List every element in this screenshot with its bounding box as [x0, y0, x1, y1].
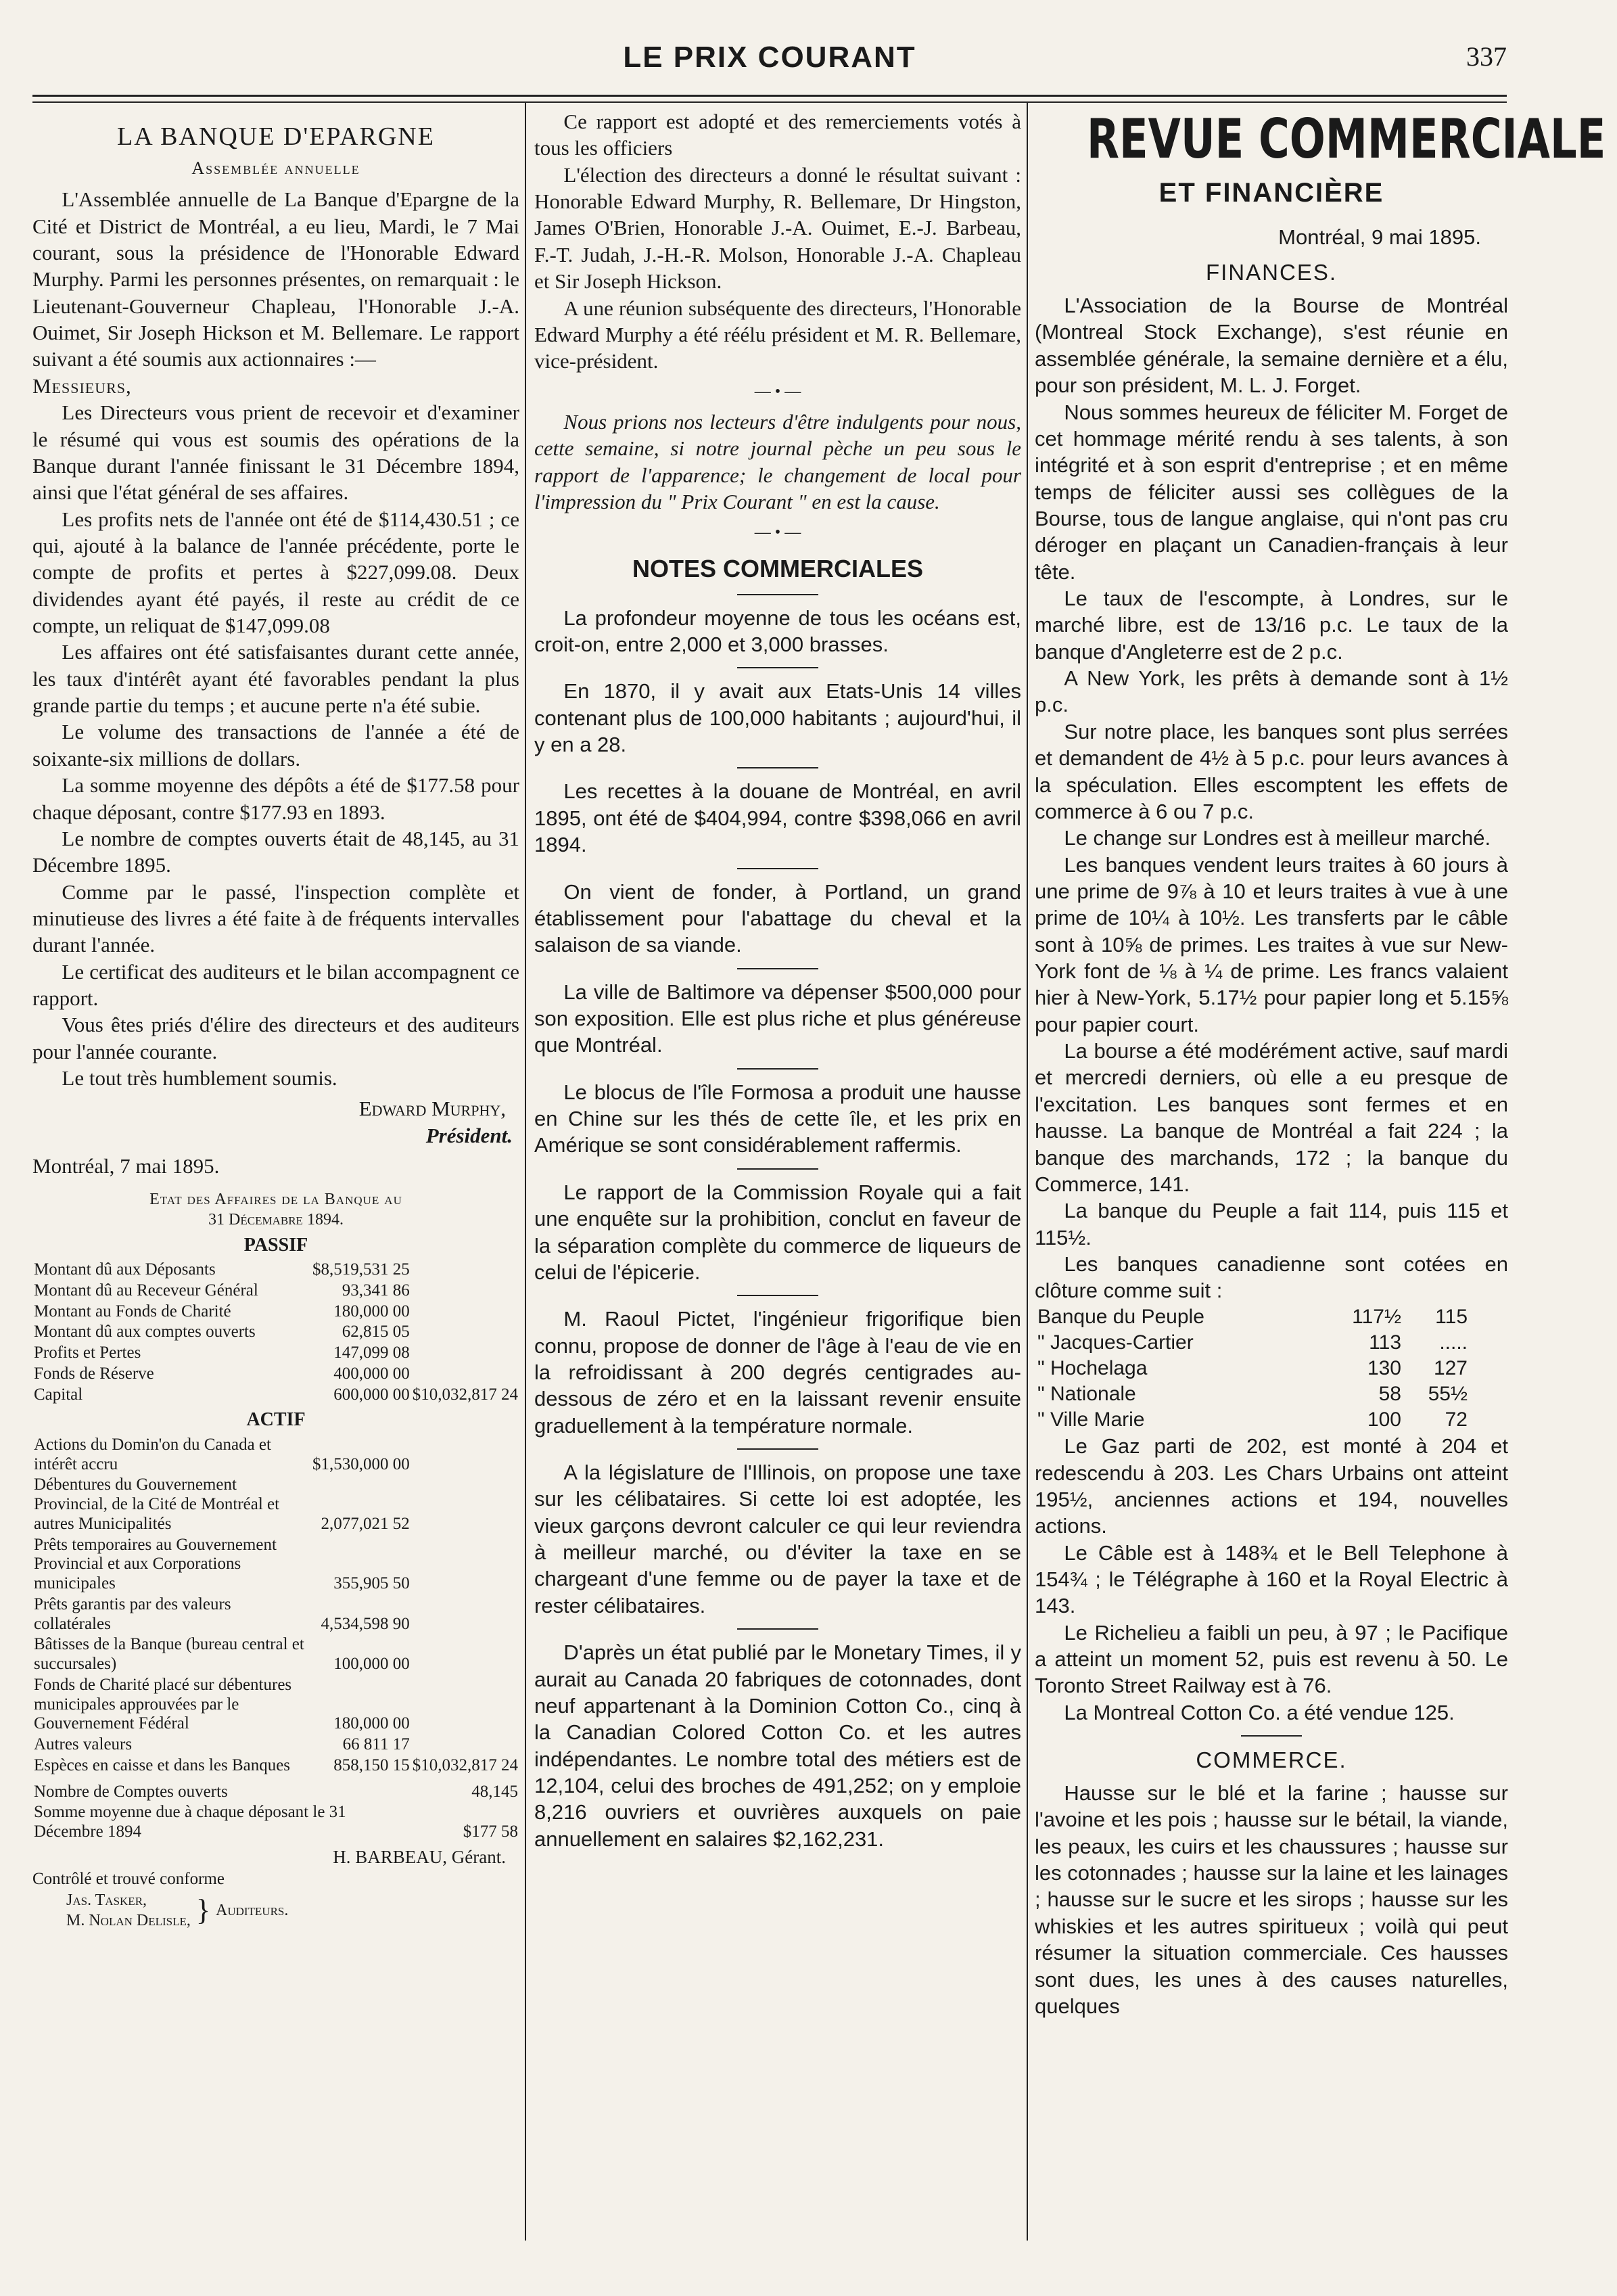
paragraph: Nous sommes heureux de féliciter M. Forget de cet hommage mérité rendu à ses talents, à son intégrité et à son esprit d'entreprise ; et en même temps de féliciter aussi ses collègues de la Bourse, tous de langue anglaise, qui n'ont pas cru déroger en plaçant un Canadien-français à leur tête.: [1035, 400, 1508, 584]
paragraph: Le Câble est à 148¾ et le Bell Telephone à 154¾ ; le Télégraphe à 160 et la Royal Electric à 143.: [1035, 1540, 1508, 1618]
notice: Nous prions nos lecteurs d'être indulgents pour nous, cette semaine, si notre journal pèche un peu sous le rapport de l'apparence; le changement de local pour l'impression du " Prix Courant " en est la cause.: [534, 410, 1021, 514]
page-number: 337: [1466, 41, 1507, 72]
summary-table: [32, 1782, 519, 1843]
table-row: [32, 1281, 519, 1302]
table-cell-v1: 100,000 00: [333, 1655, 410, 1674]
paragraph: La banque du Peuple a fait 114, puis 115 et 115½.: [1035, 1199, 1508, 1249]
table-row: [32, 1364, 519, 1385]
paragraph: Les Directeurs vous prient de recevoir et d'examiner le résumé qui vous est soumis des opérations de la Banque durant l'année finissant le 31 Décembre 1894, ainsi que l'état général de ses affaires.: [32, 400, 519, 505]
separator: [737, 1168, 818, 1170]
quote-name: " Jacques-Cartier: [1037, 1331, 1194, 1354]
moyenne-value: $177 58: [463, 1822, 518, 1841]
table-cell-label: Fonds de Réserve: [34, 1364, 154, 1383]
table-row: [32, 1594, 519, 1635]
table-row: [32, 1260, 519, 1281]
separator: — • —: [754, 523, 801, 541]
table-cell-label: Montant dû au Receveur Général: [34, 1281, 258, 1300]
table-cell-v2: [411, 1675, 519, 1735]
table-row: [1035, 1407, 1470, 1433]
paragraph: Comme par le passé, l'inspection complète et minutieuse des livres a été faite à de fréquents intervalles durant l'année.: [32, 879, 519, 957]
paragraph: Le Richelieu a faibli un peu, à 97 ; le Pacifique a atteint un moment 52, puis est revenu à 50. Le Toronto Street Railway est à 76.: [1035, 1620, 1508, 1698]
table-row: [32, 1385, 519, 1406]
controle: Contrôlé et trouvé conforme: [32, 1870, 225, 1889]
table-cell-label: Débentures du Gouvernement Provincial, de la Cité de Montréal et autres Municipalités: [34, 1475, 280, 1533]
table-cell-v1: 355,905 50: [333, 1574, 410, 1593]
paragraph: Vous êtes priés d'élire des directeurs et des auditeurs pour l'année courante.: [32, 1013, 519, 1063]
paragraph: A New York, les prêts à demande sont à 1½ p.c.: [1035, 666, 1508, 717]
newspaper-title: LE PRIX COURANT: [623, 41, 916, 74]
separator: [1241, 1735, 1302, 1737]
table-cell-label: Profits et Pertes: [34, 1344, 141, 1362]
paragraph: L'élection des directeurs a donné le résultat suivant : Honorable Edward Murphy, R. Bellemare, Dr Hingston, James O'Brien, Honorable J.-A. Ouimet, E.-J. Barbeau, F.-T. Judah, J.-H.-R. Molson, Honorable J.-A. Chapleau et Sir Joseph Hickson.: [534, 162, 1021, 294]
passif-table: [32, 1260, 519, 1405]
table-row: [1035, 1356, 1470, 1381]
paragraph: La somme moyenne des dépôts a été de $177.58 pour chaque déposant, contre $177.93 en 1893.: [32, 773, 519, 824]
quote-name: Banque du Peuple: [1037, 1305, 1204, 1328]
quote-b: 72: [1445, 1408, 1468, 1431]
quote-name: " Hochelaga: [1037, 1356, 1148, 1379]
quote-a: 100: [1367, 1408, 1401, 1431]
passif-heading: PASSIF: [243, 1234, 308, 1256]
quote-b: .....: [1439, 1331, 1468, 1354]
paragraph: Le change sur Londres est à meilleur marché.: [1064, 826, 1491, 850]
separator: [737, 667, 818, 668]
page-header: [32, 41, 1507, 95]
note-item: La ville de Baltimore va dépenser $500,000 pour son exposition. Elle est plus riche et plus généreuse que Montréal.: [534, 980, 1021, 1057]
paragraph: L'Assemblée annuelle de La Banque d'Epargne de la Cité et District de Montréal, a eu lieu, Mardi, le 7 Mai courant, sous la présidence de l'Honorable Edward Murphy. Parmi les personnes présentes, on remarquait : le Lieutenant-Gouverneur Chapleau, l'Honorable J.-A. Ouimet, Sir Joseph Hickson et M. Bellemare. Le rapport suivant a été soumis aux actionnaires :—: [32, 187, 519, 371]
table-cell-label: Montant dû aux comptes ouverts: [34, 1323, 256, 1341]
note-item: Le rapport de la Commission Royale qui a fait une enquête sur la prohibition, conclut en faveur de la séparation complète du commerce de liqueurs de celui de l'épicerie.: [534, 1180, 1021, 1284]
table-cell-v2: [411, 1302, 519, 1323]
note-item: En 1870, il y avait aux Etats-Unis 14 villes contenant plus de 100,000 habitants ; aujourd'hui, il y en a 28.: [534, 679, 1021, 757]
table-cell-v1: 4,534,598 90: [321, 1614, 410, 1633]
table-cell-label: Fonds de Charité placé sur débentures municipales approuvées par le Gouvernement Fédéral: [34, 1675, 292, 1733]
table-cell-label: Actions du Domin'on du Canada et intérêt accru: [34, 1435, 271, 1473]
separator: — • —: [754, 382, 801, 400]
table-cell-label: Montant dû aux Déposants: [34, 1260, 216, 1279]
table-row: [32, 1735, 519, 1755]
table-cell-v2: $10,032,817 24: [412, 1385, 518, 1404]
report-date: Montréal, 7 mai 1895.: [32, 1154, 220, 1178]
paragraph: Le nombre de comptes ouverts était de 48,145, au 31 Décembre 1895.: [32, 826, 519, 877]
table-cell-v1: 600,000 00: [333, 1385, 410, 1404]
table-cell-v1: 62,815 05: [342, 1323, 410, 1341]
column-2: [534, 108, 1021, 1852]
table-cell-v2: [411, 1260, 519, 1281]
table-cell-v1: $1,530,000 00: [312, 1454, 410, 1473]
finances-list: [1035, 292, 1508, 1304]
table-cell-label: Prêts garantis par des valeurs collatérales: [34, 1594, 231, 1633]
table-row: [32, 1322, 519, 1343]
paragraph: Les affaires ont été satisfaisantes durant cette année, les taux d'intérêt ayant été favorables pendant la plus grande partie du temps ; et aucune perte n'a été subie.: [32, 640, 519, 718]
table-cell-v2: [411, 1735, 519, 1755]
table-row: [32, 1675, 519, 1735]
table-cell-v2: [411, 1535, 519, 1594]
separator: [737, 1295, 818, 1296]
table-cell-v1: 2,077,021 52: [321, 1514, 410, 1533]
separator: [737, 1068, 818, 1070]
table-row: [32, 1535, 519, 1594]
quote-name: " Ville Marie: [1037, 1408, 1145, 1431]
separator: [737, 594, 818, 595]
quote-b: 115: [1435, 1305, 1468, 1328]
table-cell-label: Montant au Fonds de Charité: [34, 1302, 231, 1321]
table-row: [1035, 1381, 1470, 1407]
table-row: [1035, 1304, 1470, 1330]
comptes-label: Nombre de Comptes ouverts: [34, 1782, 228, 1801]
table-cell-v1: 858,150 15: [333, 1755, 410, 1774]
table-cell-v1: 180,000 00: [333, 1714, 410, 1733]
paragraph: Le certificat des auditeurs et le bilan accompagnent ce rapport.: [32, 959, 519, 1011]
note-item: A la législature de l'Illinois, on propose une taxe sur les célibataires. Si cette loi est adoptée, les vieux garçons devront calculer ce qui leur reviendra à meilleur marché, ou d'éviter la taxe en se chargeant d'une femme ou de payer la taxe et de rester célibataires.: [534, 1461, 1021, 1617]
paragraph: Ce rapport est adopté et des remerciements votés à tous les officiers: [534, 110, 1021, 160]
table-cell-label: Prêts temporaires au Gouvernement Provincial et aux Corporations municipales: [34, 1535, 277, 1593]
table-cell-label: Autres valeurs: [34, 1735, 133, 1754]
paragraph: Le Gaz parti de 202, est monté à 204 et redescendu à 203. Les Chars Urbains ont atteint 195½, anciennes actions et 194, nouvelles actions.: [1035, 1434, 1508, 1538]
note-item: Le blocus de l'île Formosa a produit une hausse en Chine sur les thés de cette île, et les prix en Amérique se sont considérablement raffermis.: [534, 1080, 1021, 1157]
table-cell-v2: [411, 1281, 519, 1302]
signer: Edward Murphy,: [358, 1097, 506, 1121]
table-cell-v1: 400,000 00: [333, 1364, 410, 1383]
salutation: Messieurs,: [32, 373, 132, 398]
moyenne-label: Somme moyenne due à chaque déposant le 31 Décembre 1894: [34, 1803, 346, 1841]
table-row: [32, 1802, 519, 1843]
column-divider-1: [525, 103, 526, 2241]
table-cell-v2: [411, 1475, 519, 1534]
paragraph: Les banques canadienne sont cotées en clôture comme suit :: [1035, 1252, 1508, 1303]
table-row: [32, 1343, 519, 1364]
paragraph: Sur notre place, les banques sont plus serrées et demandent de 4½ à 5 p.c. pour leurs avances à la spéculation. Elles escomptent les effets de commerce à 6 ou 7 p.c.: [1035, 719, 1508, 823]
table-cell-label: Bâtisses de la Banque (bureau central et succursales): [34, 1635, 304, 1674]
separator: [737, 767, 818, 768]
article-heading: LA BANQUE D'EPARGNE: [117, 122, 435, 151]
quote-a: 113: [1369, 1331, 1401, 1354]
quote-a: 58: [1378, 1383, 1401, 1405]
auditors-label: Auditeurs.: [216, 1902, 289, 1920]
paragraph: Les banques vendent leurs traites à 60 jours à une prime de 9⅞ à 10 et leurs traites à vue à une prime de 10¼ à 10½. Les transferts par le câble sont à 10⅝ de primes. Les traites à vue sur New-York font de ⅛ à ¼ de prime. Les francs valaient hier à New-York, 5.17½ pour papier long et 5.15⅝ pour papier court.: [1035, 852, 1508, 1036]
revue-masthead: REVUE COMMERCIALE: [1087, 108, 1606, 170]
revue-subtitle: ET FINANCIÈRE: [1158, 178, 1384, 208]
separator: [737, 1448, 818, 1450]
table-cell-v1: 93,341 86: [342, 1281, 410, 1300]
signer-title: Président.: [425, 1123, 513, 1147]
table-cell-v2: [411, 1594, 519, 1635]
header-rule-2: [32, 101, 1507, 103]
column-3: [1035, 108, 1606, 2019]
table-cell-label: Espèces en caisse et dans les Banques: [34, 1755, 291, 1774]
note-item: La profondeur moyenne de tous les océans est, croit-on, entre 2,000 et 3,000 brasses.: [534, 605, 1021, 657]
paragraph: Les profits nets de l'année ont été de $114,430.51 ; ce qui, ajouté à la balance de l'année précédente, porte le compte de profits et pertes à $227,099.08. Deux dividendes ayant été payés, il reste au crédit de ce compte, un reliquat de $147,099.08: [32, 507, 519, 638]
bank-quotes-table: [1035, 1304, 1470, 1433]
table-row: [32, 1302, 519, 1323]
note-item: D'après un état publié par le Monetary Times, il y aurait au Canada 20 fabriques de cotonnades, dont neuf appartenant à la Dominion Cotton Co., cinq à la Canadian Colored Cotton Co. et les autres indépendantes. Le nombre total des métiers est de 12,104, celui des broches de 491,252; on y emploie 8,216 ouvriers et ouvrières auxquels on paie annuellement en salaires $2,162,231.: [534, 1640, 1021, 1851]
auditor-1: Jas. Tasker,: [66, 1891, 147, 1909]
table-cell-v1: 66 811 17: [342, 1735, 410, 1754]
quote-name: " Nationale: [1037, 1383, 1136, 1405]
paragraph: La Montreal Cotton Co. a été vendue 125.: [1064, 1700, 1455, 1724]
table-cell-v1: 180,000 00: [333, 1302, 410, 1321]
finances-list-2: [1035, 1433, 1508, 1726]
paragraph: Hausse sur le blé et la farine ; hausse sur l'avoine et les pois ; hausse sur le bétail, la viande, les peaux, les cuirs et les chaussures ; hausse sur les cotonnades ; hausse sur la laine et les lainages ; hausse sur le sucre et les sirops ; hausse sur les whiskies et les autres spiritueux ; voilà qui peut résumer la situation commerciale. Ces hausses sont dues, les unes à des causes naturelles, quelques: [1035, 1781, 1508, 2018]
actif-table: [32, 1435, 519, 1776]
article-subheading: Assemblée annuelle: [191, 158, 360, 179]
table-cell-v2: [411, 1322, 519, 1343]
note-item: On vient de fonder, à Portland, un grand établissement pour l'abattage du cheval et la salaison de sa viande.: [534, 879, 1021, 957]
commerce-heading: COMMERCE.: [1196, 1747, 1347, 1773]
table-title-date: 31 Décemabre 1894.: [208, 1211, 344, 1229]
dateline: Montréal, 9 mai 1895.: [1278, 225, 1481, 249]
quote-b: 127: [1433, 1356, 1468, 1379]
table-cell-v2: [411, 1634, 519, 1675]
quote-a: 130: [1367, 1356, 1401, 1379]
notes-heading: NOTES COMMERCIALES: [632, 554, 923, 582]
table-row: [32, 1634, 519, 1675]
separator: [737, 868, 818, 869]
paragraph: La bourse a été modérément active, sauf mardi et mercredi derniers, où elle a eu presque de l'excitation. Les banques sont fermes et en hausse. La banque de Montréal a fait 224 ; la banque des marchands, 172 ; la banque du Commerce, 141.: [1035, 1039, 1508, 1196]
separator: [737, 1628, 818, 1630]
notes-list: [534, 605, 1021, 1852]
paragraph: Le volume des transactions de l'année a été de soixante-six millions de dollars.: [32, 720, 519, 771]
auditor-2: M. Nolan Delisle,: [66, 1912, 191, 1930]
header-rule: [32, 95, 1507, 97]
paragraph: Le tout très humblement soumis.: [62, 1066, 337, 1090]
separator: [737, 968, 818, 969]
comptes-value: 48,145: [471, 1782, 518, 1801]
table-row: [32, 1475, 519, 1534]
table-title: Etat des Affaires de la Banque au: [149, 1190, 402, 1208]
paragraph: Le taux de l'escompte, à Londres, sur le marché libre, est de 13/16 p.c. Le taux de la banque d'Angleterre est de 2 p.c.: [1035, 587, 1508, 664]
table-cell-v2: [411, 1364, 519, 1385]
quote-b: 55½: [1428, 1383, 1468, 1405]
table-cell-v2: [411, 1343, 519, 1364]
auditors: Jas. Tasker, M. Nolan Delisle, } Auditeurs.: [66, 1890, 519, 1931]
paragraph: A une réunion subséquente des directeurs, l'Honorable Edward Murphy a été réélu président et M. R. Bellemare, vice-président.: [534, 296, 1021, 373]
table-row: [1035, 1330, 1470, 1356]
note-item: M. Raoul Pictet, l'ingénieur frigorifique bien connu, propose de donner de l'âge à l'eau de vie en la refroidissant à 200 degrés centigrades au-dessous de zéro et en la laissant revenir ensuite graduellement à la température normale.: [534, 1307, 1021, 1438]
note-item: Les recettes à la douane de Montréal, en avril 1895, ont été de $404,994, contre $398,066 en avril 1894.: [534, 779, 1021, 857]
table-row: [32, 1435, 519, 1475]
column-divider-2: [1027, 103, 1028, 2241]
table-cell-v1: 147,099 08: [333, 1344, 410, 1362]
table-cell-label: Capital: [34, 1385, 83, 1404]
quote-a: 117½: [1352, 1305, 1401, 1328]
table-row: [32, 1782, 519, 1803]
table-cell-v2: $10,032,817 24: [412, 1755, 518, 1774]
gerant: H. BARBEAU, Gérant.: [333, 1846, 506, 1867]
paragraph: L'Association de la Bourse de Montréal (Montreal Stock Exchange), s'est réunie en assemblée générale, la semaine dernière et a élu, pour son président, M. L. J. Forget.: [1035, 294, 1508, 398]
table-cell-v2: [411, 1435, 519, 1475]
actif-heading: ACTIF: [246, 1409, 306, 1431]
column-1: [32, 108, 519, 1931]
table-row: [32, 1755, 519, 1776]
table-cell-v1: $8,519,531 25: [312, 1260, 410, 1279]
finances-heading: FINANCES.: [1205, 260, 1338, 285]
